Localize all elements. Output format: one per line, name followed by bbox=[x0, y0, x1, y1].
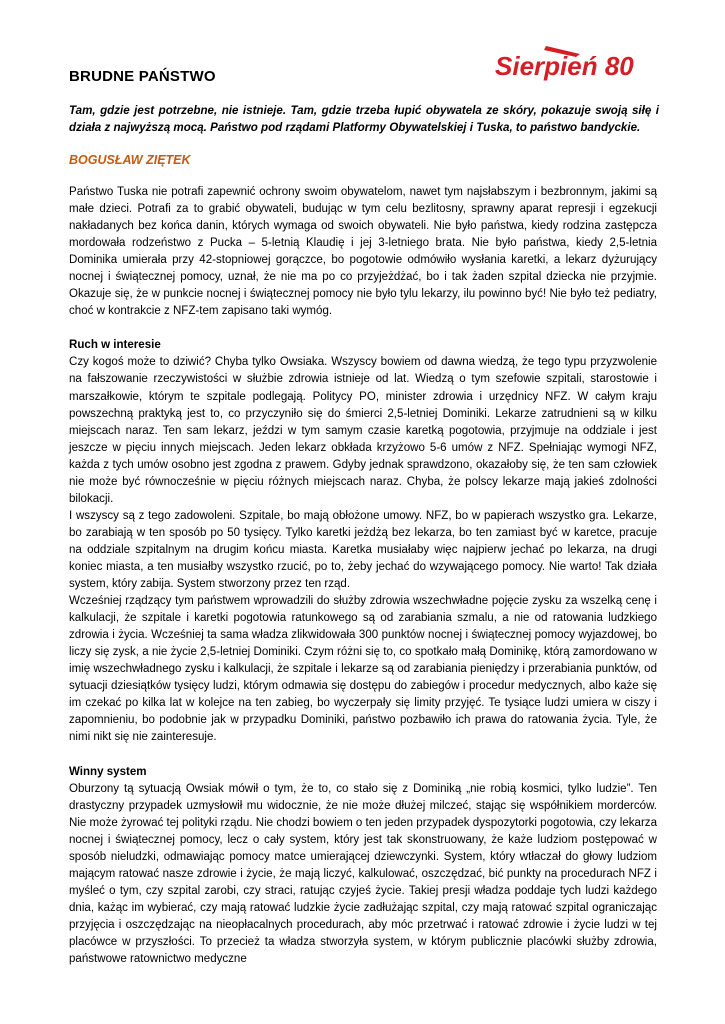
section2-paragraph: Oburzony tą sytuacją Owsiak mówił o tym, że to, co stało się z Dominiką „nie robią kosmici, tylko ludzie”. Ten drastyczny przypadek uzmysłowił mu widocznie, że nie może dłużej milczeć, stając się współnikiem morderców. Nie może żyrować tej polityki rządu. Nie chodzi bowiem o ten jeden przypadek dyspozytorki pogotowia, czy lekarza nocnej i świątecznej pomocy, lecz o cały system, który jest tak skonstruowany, że każe ludziom postępować w sposób nieludzki, odmawiając pomocy matce umierającej dziewczynki. System, który wtłaczał do głowy ludziom mającym ratować nasze zdrowie i życie, że mają liczyć, kalkulować, oszczędzać, bić punkty na procedurach NFZ i myśleć o tym, czy szpital zarobi, czy straci, ratując czyjeś życie. Takiej presji władza poddaje tych ludzi każdego dnia, każąc im wybierać, czy mają ratować ludzkie życie zadłużając szpital, czy mają ratować szpital ograniczając przyjęcia i oszczędzając na nieopłacalnych procedurach, aby móc przetrwać i ratować zdrowie i życie ludzi w tej placówce w przyszłości. To przecież ta władza stworzyła system, w którym publicznie placówki służby zdrowia, państwowe ratownictwo medyczne bbox=[69, 782, 657, 966]
intro-paragraph: Państwo Tuska nie potrafi zapewnić ochrony swoim obywatelom, nawet tym najsłabszym i bezbronnym, jakimi są małe dzieci. Potrafi za to grabić obywateli, budując w tym celu bezlitosny, sprawny aparat represji i egzekucji nakładanych bez końca danin, których wymaga od swoich obywateli. Nie było państwa, kiedy rodzina zastępcza mordowała rodzeństwo z Pucka – 5-letnią Klaudię i jej 3-letniego brata. Nie było państwa, kiedy 2,5-letnia Dominika umierała przy 42-stopniowej gorączce, bo pogotowie odmówiło wysłania karetki, a lekarz dyżurujący nocnej i świątecznej pomocy, uznał, że nie ma po co przyjeżdżać, bo i tak żaden szpital dziecka nie przyjmie. Okazuje się, że w punkcie nocnej i świątecznej pomocy nie było tylu lekarzy, ilu powinno być! Nie było też pediatry, choć w kontrakcie z NFZ-tem zapisano taki wymóg. bbox=[69, 186, 657, 318]
section1-paragraph: Wcześniej rządzący tym państwem wprowadzili do służby zdrowia wszechwładne pojęcie zysku za wszelką cenę i kalkulacji, że szpitale i karetki pogotowia ratunkowego są od zarabiania szmalu, a nie od ratowania ludzkiego zdrowia i życia. Wcześniej ta sama władza zlikwidowała 300 punktów nocnej i świątecznej pomocy wyjazdowej, bo liczy się zysk, a nie życie 2,5-letniej Dominiki. Czym różni się to, co spotkało małą Dominikę, którą zamordowano w imię wszechwładnego zysku i kalkulacji, że szpitale i lekarze są od zarabiania pieniędzy i przerabiania punktów, od sytuacji dziesiątków tysięcy ludzi, którym odmawia się dostępu do zabiegów i procedur medycznych, albo każe się im czekać po kilka lat w kolejce na ten zabieg, bo wyczerpały się limity przyjęć. Te tysiące ludzi umiera w ciszy i zapomnieniu, bo podobnie jak w przypadku Dominiki, państwo pozbawiło ich prawa do ratowania życia. Tyle, że nimi nikt się nie zainteresuje. bbox=[69, 595, 657, 744]
section-heading-ruch: Ruch w interesie bbox=[69, 339, 161, 352]
article-lead: Tam, gdzie jest potrzebne, nie istnieje. Tam, gdzie trzeba łupić obywatela ze skóry, pokazuje swoją siłę i działa z najwyższą mocą. Państwo pod rządami Platformy Obywatelskiej i Tuska, to państwo bandyckie. bbox=[69, 104, 659, 134]
page-title: BRUDNE PAŃSTWO bbox=[69, 68, 216, 85]
article-body bbox=[69, 184, 657, 968]
logo-graphic bbox=[494, 42, 644, 86]
section-heading-winny: Winny system bbox=[69, 765, 147, 778]
author-name: BOGUSŁAW ZIĘTEK bbox=[69, 153, 191, 167]
sierpien-80-logo bbox=[494, 42, 644, 86]
logo-text: Sierpień 80 bbox=[495, 51, 634, 81]
section1-paragraph: I wszyscy są z tego zadowoleni. Szpitale, bo mają obłożone umowy. NFZ, bo w papierach wszystko gra. Lekarze, bo zarabiają w ten sposób po 50 tysięcy. Tylko karetki jeżdżą bez lekarza, bo ten zamiast być w karetce, pracuje na oddziale szpitalnym na drugim końcu miasta. Karetka musiałaby więc najpierw jechać po lekarza, na drugi koniec miasta, a ten musiałby wszystko rzucić, po to, żeby jechać do wzywającego pomocy. Nie warto! Tak działa system, który zabija. System stworzony przez ten rząd. bbox=[69, 509, 657, 591]
section1-paragraph: Czy kogoś może to dziwić? Chyba tylko Owsiaka. Wszyscy bowiem od dawna wiedzą, że tego typu przyzwolenie na fałszowanie rzeczywistości w służbie zdrowia istnieje od lat. Wiedzą o tym szefowie szpitali, starostowie i marszałkowie, którym te szpitale podlegają. Politycy PO, minister zdrowia i urzędnicy NFZ. W całym kraju powszechną praktyką jest to, co przyczyniło się do śmierci 2,5-letniej Dominiki. Lekarze zatrudnieni są w kilku miejscach naraz. Ten sam lekarz, jeździ w tym samym czasie karetką pogotowia, przyjmuje na oddziale i jest jeszcze w pięciu innych miejscach. Jeden lekarz obkłada krzyżowo 5-6 umów z NFZ. Spełniając wymogi NFZ, każda z tych umów osobno jest zgodna z prawem. Gdyby jednak sprawdzono, okazałoby się, że ten sam człowiek nie może być równocześnie w pięciu różnych miejscach naraz. Chyba, że polscy lekarze mają jakieś zdolności bilokacji. bbox=[69, 356, 657, 505]
